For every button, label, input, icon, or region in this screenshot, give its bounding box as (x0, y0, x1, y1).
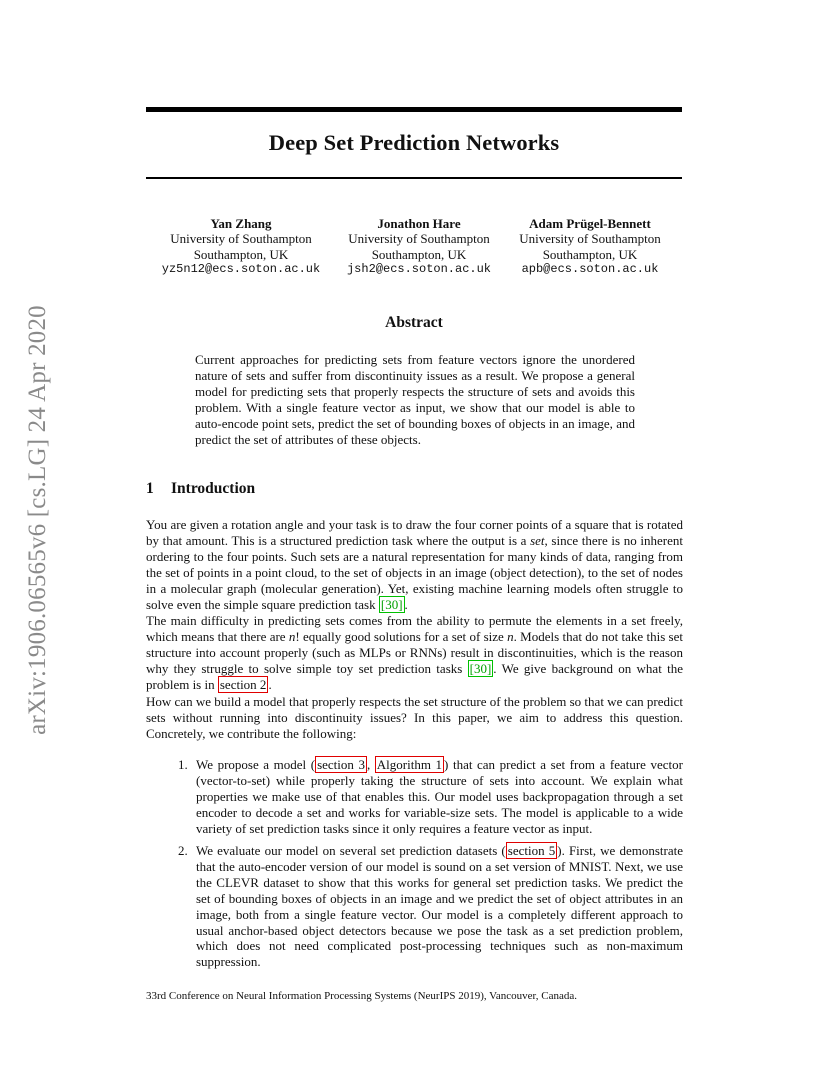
author-block (510, 216, 670, 277)
author-name: Adam Prügel-Bennett (529, 216, 651, 231)
section-number: 1 (146, 480, 154, 497)
paragraph-2 (146, 613, 683, 693)
section-heading (146, 480, 255, 498)
author-affiliation: University of Southampton (348, 231, 490, 247)
citation-link[interactable]: [30] (469, 660, 492, 676)
paper-title: Deep Set Prediction Networks (268, 130, 560, 155)
emphasis-text: set (530, 532, 545, 548)
section-reference-link[interactable]: section 5 (507, 843, 556, 858)
text-span: . We give background on what the problem is in (146, 660, 683, 692)
algorithm-reference-link[interactable]: Algorithm 1 (376, 757, 443, 772)
math-symbol: n (288, 628, 296, 644)
abstract-text: Current approaches for predicting sets from feature vectors ignore the unordered nature of sets and suffer from discontinuity issues as a result. We propose a general model for predicting sets that properly respects the structure of sets and avoids this problem. With a single feature vector as input, we show that our model is able to auto-encode point sets, predict the set of bounding boxes of objects in an image, and predict the set of attributes of these objects. (195, 352, 635, 447)
citation-link[interactable]: [30] (380, 596, 403, 612)
author-location: Southampton, UK (542, 246, 638, 262)
abstract-heading: Abstract (385, 314, 443, 331)
arxiv-identifier: arXiv:1906.06565v6 [cs.LG] 24 Apr 2020 (24, 305, 51, 735)
author-affiliation: University of Southampton (170, 231, 312, 247)
author-location: Southampton, UK (193, 246, 289, 262)
text-span: The main difficulty in predicting sets comes from the ability to permute the elements in a set freely, which means that there are (146, 613, 683, 644)
author-email[interactable]: apb@ecs.soton.ac.uk (521, 261, 659, 276)
author-block (161, 216, 321, 277)
title-rule-top (146, 107, 682, 112)
author-email[interactable]: yz5n12@ecs.soton.ac.uk (161, 261, 321, 276)
list-number: 2. (178, 843, 188, 858)
text-span: ) that can predict a set from a feature vector (vector-to-set) while properly taking the structure of sets into account. We explain what properties we make use of that enables this. Our model uses backpropagation through a set encoder to decode a set and works for variable-size sets. The model is applicable to a wide variety of set prediction tasks since it only requires a feature vector as input. (196, 757, 683, 836)
text-span: , since there is no inherent ordering to the four points. Such sets are a natural representation for many kinds of data, ranging from the set of points in a point cloud, to the set of objects in an image (object detection), to the set of nodes in a molecular graph (molecular generation). Yet, existing machine learning models often struggle to solve even the simple square prediction task (146, 532, 683, 612)
text-span: We propose a model ( (196, 757, 316, 772)
text-span: ! equally good solutions for a set of size (295, 628, 508, 644)
text-span: We evaluate our model on several set prediction datasets ( (196, 843, 506, 858)
text-span: ). First, we demonstrate that the auto-encoder version of our model is sound on a set version of MNIST. Next, we use the CLEVR dataset to show that this works for general set prediction tasks. We predict the set of bounding boxes of objects in an image and we predict the set of object attributes in an image, both from a single feature vector. Our model is a completely different approach to usual anchor-based object detectors because we pose the task as a set prediction problem, which does not need complicated post-processing techniques such as non-maximum suppression. (196, 843, 683, 970)
list-item (178, 843, 683, 970)
text-span: . Models that do not take this set structure into account properly (such as MLPs or RNNs) result in discontinuities, which is the reason why they struggle to solve simple toy set prediction tasks (146, 628, 683, 676)
text-span: . (404, 596, 408, 612)
text-span: You are given a rotation angle and your task is to draw the four corner points of a square that is rotated by that amount. This is a structured prediction task where the output is a (146, 517, 683, 548)
section-reference-link[interactable]: section 3 (317, 757, 365, 772)
text-span: . (268, 676, 272, 692)
text-span: , (366, 757, 375, 772)
paragraph-1 (146, 517, 683, 612)
author-location: Southampton, UK (371, 246, 467, 262)
list-number: 1. (178, 757, 188, 772)
conference-footnote: 33rd Conference on Neural Information Processing Systems (NeurIPS 2019), Vancouver, Canada. (146, 990, 578, 1002)
title-rule-bottom (146, 177, 682, 179)
section-reference-link[interactable]: section 2 (219, 676, 267, 692)
author-name: Yan Zhang (210, 216, 272, 231)
section-title: Introduction (171, 480, 256, 497)
author-email[interactable]: jsh2@ecs.soton.ac.uk (346, 261, 492, 276)
list-item (178, 757, 683, 837)
author-name: Jonathon Hare (377, 216, 461, 231)
author-affiliation: University of Southampton (519, 231, 661, 247)
math-symbol: n (507, 628, 514, 644)
author-block (339, 216, 499, 277)
paragraph-3: How can we build a model that properly respects the set structure of the problem so that we can predict sets without running into discontinuity issues? In this paper, we aim to address this question. Concretely, we contribute the following: (146, 694, 683, 741)
